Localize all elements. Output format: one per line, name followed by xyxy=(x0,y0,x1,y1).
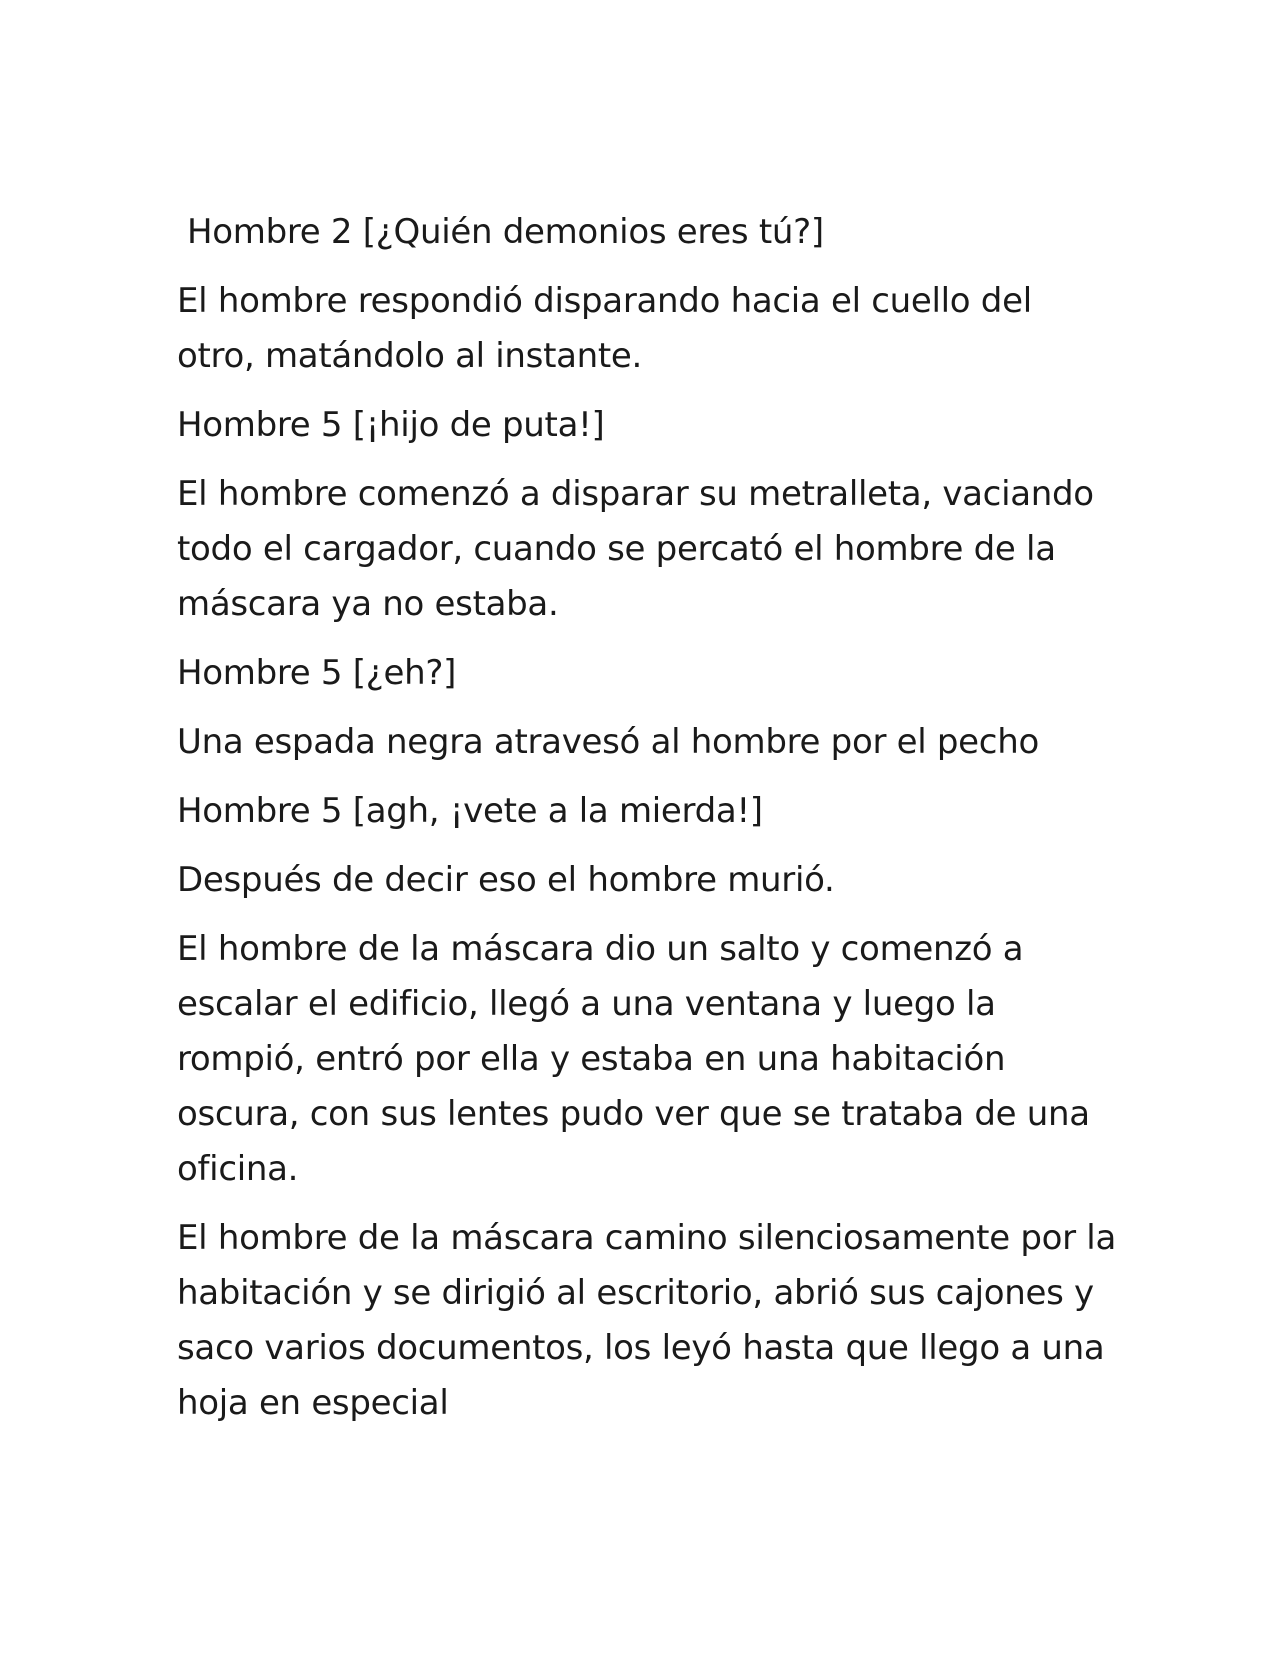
narration-paragraph: El hombre de la máscara camino silenciosamente por la habitación y se dirigió al escritorio, abrió sus cajones y saco varios documentos, los leyó hasta que llego a una hoja en especial xyxy=(177,1218,1116,1423)
narration-paragraph: Después de decir eso el hombre murió. xyxy=(177,860,835,900)
narration-paragraph: El hombre de la máscara dio un salto y comenzó a escalar el edificio, llegó a una ventana y luego la rompió, entró por ella y estaba en una habitación oscura, con sus lentes pudo ver que se trataba de una oficina. xyxy=(177,929,1090,1189)
narration-paragraph: El hombre respondió disparando hacia el cuello del otro, matándolo al instante. xyxy=(177,281,1032,376)
dialogue-line: Hombre 5 [¿eh?] xyxy=(177,653,457,693)
dialogue-line: Hombre 5 [agh, ¡vete a la mierda!] xyxy=(177,791,763,831)
narration-paragraph: Una espada negra atravesó al hombre por el pecho xyxy=(177,722,1039,762)
dialogue-line: Hombre 5 [¡hijo de puta!] xyxy=(177,405,605,445)
narration-paragraph: El hombre comenzó a disparar su metralleta, vaciando todo el cargador, cuando se percató el hombre de la máscara ya no estaba. xyxy=(177,474,1094,624)
document-body xyxy=(177,205,1117,1445)
dialogue-line: Hombre 2 [¿Quién demonios eres tú?] xyxy=(187,212,824,252)
